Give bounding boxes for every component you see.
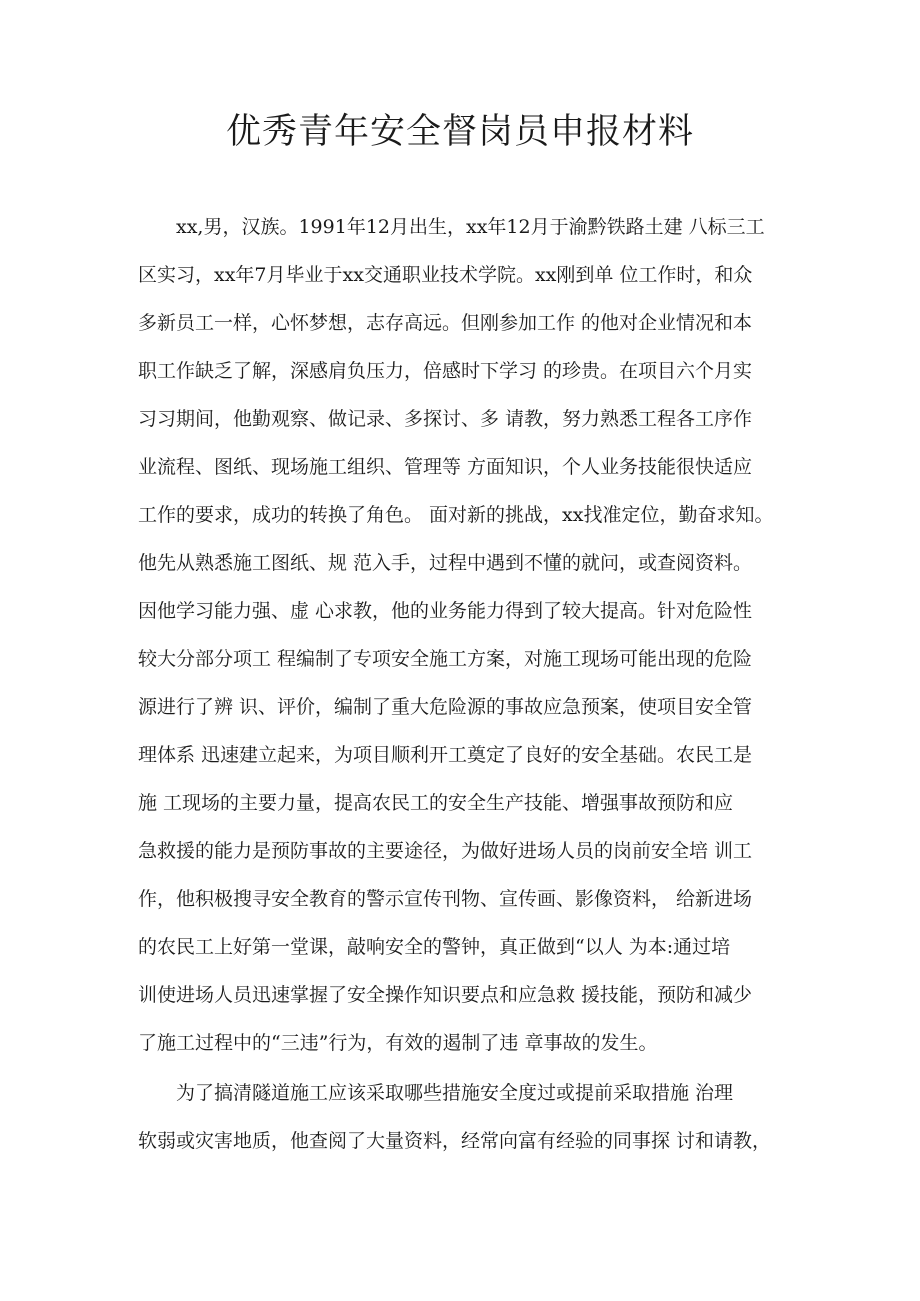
text-line: 业流程、图纸、现场施工组织、管理等 方面知识，个人业务技能很快适应 xyxy=(138,456,753,478)
text-line: 作，他积极搜寻安全教育的警示宣传刊物、宣传画、影像资料， 给新进场 xyxy=(138,888,753,910)
text-line: 急救援的能力是预防事故的主要途径，为做好进场人员的岗前安全培 训工 xyxy=(138,840,753,862)
text-line: 较大分部分项工 程编制了专项安全施工方案，对施工现场可能出现的危险 xyxy=(138,648,753,670)
text-line: 因他学习能力强、虚 心求教，他的业务能力得到了较大提高。针对危险性 xyxy=(138,600,753,622)
text-line: 了施工过程中的“三违”行为，有效的遏制了违 章事故的发生。 xyxy=(138,1032,658,1054)
text-line: 职工作缺乏了解，深感肩负压力，倍感时下学习 的珍贵。在项目六个月实 xyxy=(138,360,753,382)
text-line: xx,男，汉族。1991年12月出生，xx年12月于渝黔铁路土建 八标三工 xyxy=(138,216,765,238)
text-line: 软弱或灾害地质，他查阅了大量资料，经常向富有经验的同事探 讨和请教， xyxy=(138,1130,772,1152)
text-line: 源进行了辨 识、评价，编制了重大危险源的事故应急预案，使项目安全管 xyxy=(138,696,753,718)
text-line: 为了搞清隧道施工应该采取哪些措施安全度过或提前采取措施 治理 xyxy=(138,1082,734,1104)
text-line: 多新员工一样，心怀梦想，志存高远。但刚参加工作 的他对企业情况和本 xyxy=(138,312,753,334)
text-line: 训使进场人员迅速掌握了安全操作知识要点和应急救 援技能，预防和减少 xyxy=(138,984,753,1006)
text-line: 区实习，xx年7月毕业于xx交通职业技术学院。xx刚到单 位工作时，和众 xyxy=(138,264,753,286)
text-line: 施 工现场的主要力量，提高农民工的安全生产技能、增强事故预防和应 xyxy=(138,792,734,814)
text-line: 他先从熟悉施工图纸、规 范入手，过程中遇到不懂的就问，或查阅资料。 xyxy=(138,552,753,574)
text-line: 工作的要求，成功的转换了角色。 面对新的挑战，xx找准定位，勤奋求知。 xyxy=(138,504,774,526)
text-line: 理体系 迅速建立起来，为项目顺利开工奠定了良好的安全基础。农民工是 xyxy=(138,744,753,766)
document-title: 优秀青年安全督岗员申报材料 xyxy=(225,112,694,152)
text-line: 的农民工上好第一堂课，敲响安全的警钟，真正做到“以人 为本:通过培 xyxy=(138,936,731,958)
text-line: 习习期间，他勤观察、做记录、多探讨、多 请教，努力熟悉工程各工序作 xyxy=(138,408,753,430)
